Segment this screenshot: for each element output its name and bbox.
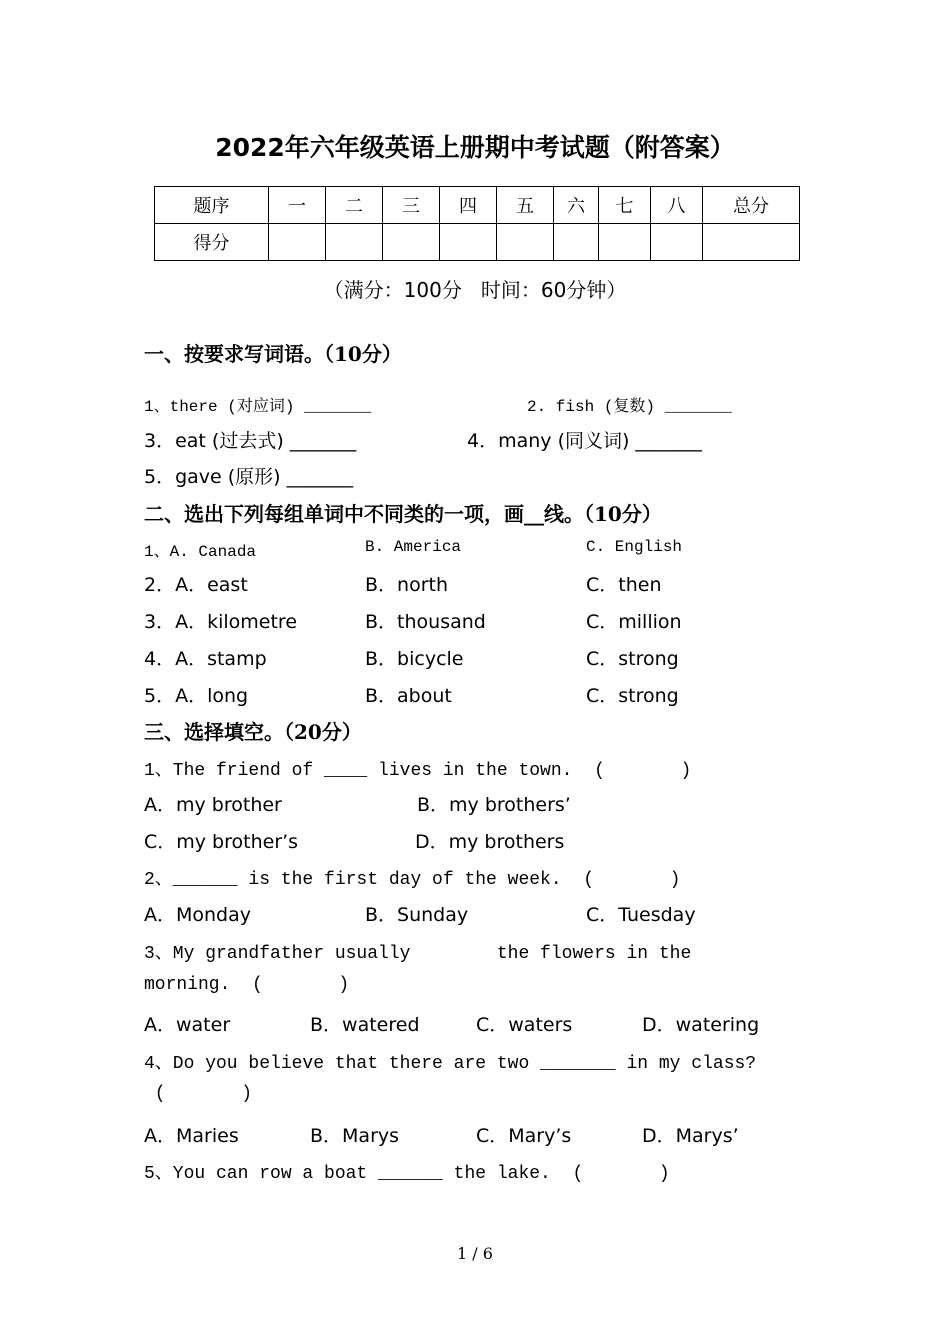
score-cell[interactable] — [703, 224, 800, 261]
score-table-header: 六 — [554, 187, 599, 224]
score-table-header: 八 — [651, 187, 703, 224]
question-stem: 5、You can row a boat ______ the lake. ( ) — [144, 1164, 670, 1184]
section3-heading: 三、选择填空。（20分） — [144, 720, 362, 744]
question-option: C．Tuesday — [586, 904, 696, 926]
section2-option: B．north — [365, 574, 449, 596]
question-option: A．Maries — [144, 1125, 239, 1147]
question-option: A．water — [144, 1014, 231, 1036]
section1-item: 3．eat (过去式) _______ — [144, 430, 357, 452]
question-option: C．waters — [476, 1014, 573, 1036]
section2-option: C．million — [586, 611, 682, 633]
section2-option: 4．A．stamp — [144, 648, 267, 670]
page-number: 1 / 6 — [457, 1244, 493, 1263]
section2-option: C．strong — [586, 648, 679, 670]
section2-option: C．then — [586, 574, 662, 596]
question-stem: 4、Do you believe that there are two _______ in my class? — [144, 1054, 757, 1074]
section2-option: 3．A．kilometre — [144, 611, 298, 633]
section2-option: B．bicycle — [365, 648, 464, 670]
question-option: D．watering — [642, 1014, 760, 1036]
question-option: C．Mary’s — [476, 1125, 572, 1147]
question-stem: ( ) — [144, 1084, 253, 1104]
section2-option: C. English — [586, 538, 683, 556]
score-cell[interactable] — [599, 224, 651, 261]
question-option: B．Sunday — [365, 904, 469, 926]
score-table-header: 一 — [269, 187, 326, 224]
section2-option: 1、A. Canada — [144, 543, 257, 561]
section2-option: B. America — [365, 538, 462, 556]
question-stem: 3、My grandfather usually the flowers in the — [144, 944, 692, 964]
score-cell[interactable] — [383, 224, 440, 261]
score-cell[interactable] — [651, 224, 703, 261]
question-option: B．Marys — [310, 1125, 400, 1147]
section1-item: 4．many (同义词) _______ — [467, 430, 702, 452]
question-option: C．my brother’s — [144, 831, 299, 853]
question-stem: 1、The friend of ____ lives in the town. ( ) — [144, 761, 692, 781]
question-option: D．my brothers — [415, 831, 565, 853]
score-table-header: 四 — [440, 187, 497, 224]
exam-meta: （满分：100分 时间：60分钟） — [323, 278, 627, 302]
score-cell[interactable] — [497, 224, 554, 261]
section2-option: C．strong — [586, 685, 679, 707]
page-title: 2022年六年级英语上册期中考试题（附答案） — [215, 133, 735, 162]
section1-heading: 一、按要求写词语。（10分） — [144, 342, 402, 366]
section2-option: B．thousand — [365, 611, 486, 633]
score-table-header: 二 — [326, 187, 383, 224]
score-table-header: 七 — [599, 187, 651, 224]
section2-heading: 二、选出下列每组单词中不同类的一项，画__线。（10分） — [144, 502, 662, 526]
question-option: A．Monday — [144, 904, 252, 926]
question-stem: 2、______ is the first day of the week. ( ) — [144, 870, 681, 890]
section1-item: 5．gave (原形) _______ — [144, 466, 354, 488]
section1-item: 2. fish (复数) _______ — [527, 398, 732, 416]
score-cell[interactable] — [269, 224, 326, 261]
score-table-header-row — [155, 187, 800, 224]
score-cell[interactable] — [554, 224, 599, 261]
question-option: D．Marys’ — [642, 1125, 739, 1147]
question-stem: morning. ( ) — [144, 975, 350, 995]
score-cell[interactable] — [440, 224, 497, 261]
score-cell[interactable] — [326, 224, 383, 261]
section2-option: B．about — [365, 685, 452, 707]
section1-item: 1、there (对应词) _______ — [144, 398, 372, 416]
section2-option: 2．A．east — [144, 574, 248, 596]
question-option: A．my brother — [144, 794, 282, 816]
score-row-label: 得分 — [155, 224, 269, 261]
question-option: B．my brothers’ — [417, 794, 571, 816]
question-option: B．watered — [310, 1014, 420, 1036]
score-table — [154, 186, 800, 261]
score-table-header: 题序 — [155, 187, 269, 224]
score-table-header: 五 — [497, 187, 554, 224]
score-table-header: 三 — [383, 187, 440, 224]
score-table-header: 总分 — [703, 187, 800, 224]
score-table-score-row — [155, 224, 800, 261]
section2-option: 5．A．long — [144, 685, 249, 707]
